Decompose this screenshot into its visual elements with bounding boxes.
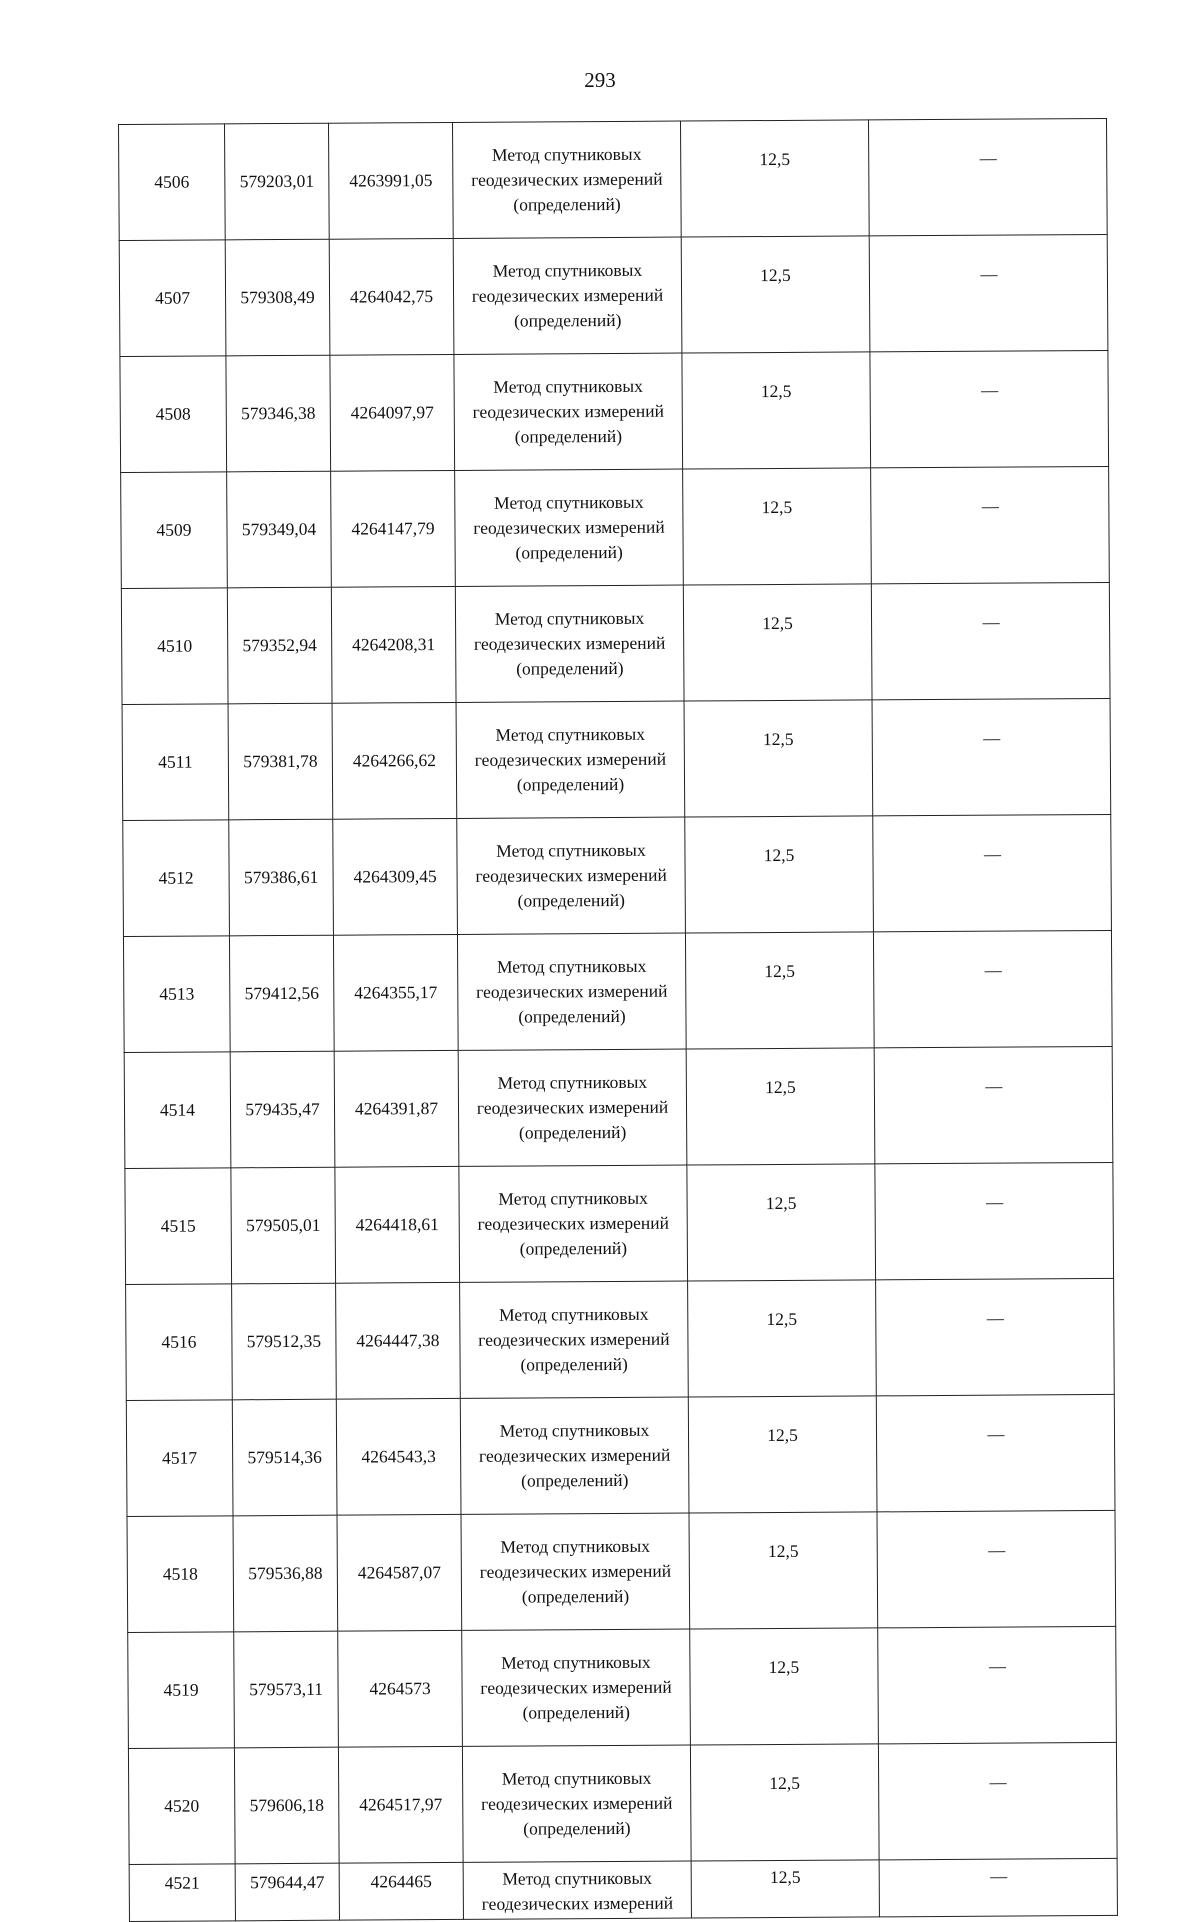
method-cell — [455, 469, 684, 586]
note-dash: — — [981, 380, 998, 400]
point-number-cell: 4519 — [128, 1632, 235, 1749]
method-text-line: (определений) — [513, 309, 622, 331]
table-row — [119, 118, 1108, 240]
method-cell — [461, 1513, 690, 1630]
method-text-line: (определений) — [518, 1121, 627, 1143]
y-coordinate-cell: 4264097,97 — [330, 354, 455, 471]
method-text-line: (определений) — [517, 889, 625, 911]
table-row — [122, 698, 1111, 820]
x-coordinate-cell: 579644,47 — [235, 1863, 339, 1921]
accuracy-cell: 12,5 — [683, 468, 872, 585]
page-number: 293 — [584, 68, 616, 92]
method-text-line: Метод спутниковых — [502, 1867, 653, 1889]
point-number-cell: 4507 — [119, 240, 226, 357]
point-number-cell: 4514 — [124, 1052, 231, 1169]
method-text-line: геодезических измерений — [480, 1676, 672, 1698]
method-cell — [457, 933, 686, 1050]
method-cell — [454, 353, 683, 470]
note-cell — [878, 1742, 1117, 1859]
x-coordinate-cell: 579512,35 — [232, 1283, 337, 1400]
method-text-line: (определений) — [515, 541, 623, 563]
y-coordinate-cell: 4264465 — [339, 1862, 463, 1920]
x-coordinate-cell: 579505,01 — [231, 1167, 336, 1284]
note-cell — [870, 350, 1109, 467]
table-row — [128, 1742, 1117, 1864]
method-text-line: геодезических измерений — [473, 516, 665, 538]
method-cell — [462, 1745, 691, 1862]
method-text-line: геодезических измерений — [473, 632, 666, 654]
method-text-line: Метод спутниковых — [501, 1651, 651, 1673]
y-coordinate-cell: 4264587,07 — [337, 1514, 462, 1631]
y-coordinate-cell: 4264447,38 — [336, 1282, 461, 1399]
method-cell — [457, 817, 686, 934]
x-coordinate-cell: 579606,18 — [234, 1747, 339, 1864]
point-number-cell: 4511 — [122, 704, 229, 821]
x-coordinate-cell: 579435,47 — [230, 1051, 335, 1168]
method-text-line: (определений) — [522, 1701, 630, 1723]
note-cell — [875, 1162, 1114, 1279]
note-dash: — — [983, 728, 1000, 748]
note-cell — [877, 1510, 1116, 1627]
y-coordinate-cell: 4264309,45 — [333, 818, 458, 935]
note-cell — [873, 814, 1112, 931]
method-text-line: (определений) — [521, 1469, 629, 1491]
table-row — [126, 1394, 1115, 1516]
y-coordinate-cell: 4264391,87 — [334, 1050, 459, 1167]
method-text-line: геодезических измерений — [472, 400, 665, 422]
x-coordinate-cell: 579573,11 — [234, 1631, 339, 1748]
method-cell — [456, 701, 685, 818]
y-coordinate-cell: 4264266,62 — [332, 702, 457, 819]
y-coordinate-cell: 4264042,75 — [329, 238, 454, 355]
note-dash: — — [989, 1772, 1006, 1792]
x-coordinate-cell: 579386,61 — [229, 819, 334, 936]
note-dash: — — [982, 612, 999, 632]
y-coordinate-cell: 4264208,31 — [331, 586, 456, 703]
method-cell — [460, 1397, 689, 1514]
x-coordinate-cell: 579352,94 — [227, 587, 332, 704]
table-row — [119, 234, 1108, 356]
method-text-line: (определений) — [516, 773, 625, 795]
note-dash: — — [987, 1424, 1004, 1444]
note-dash: — — [985, 1076, 1002, 1096]
accuracy-cell: 12,5 — [682, 352, 871, 469]
note-cell — [873, 930, 1112, 1047]
accuracy-cell: 12,5 — [688, 1396, 877, 1513]
note-cell — [876, 1278, 1115, 1395]
y-coordinate-cell: 4264517,97 — [338, 1746, 463, 1863]
accuracy-cell: 12,5 — [686, 1048, 875, 1165]
accuracy-cell: 12,5 — [685, 932, 874, 1049]
table-row — [121, 582, 1110, 704]
x-coordinate-cell: 579381,78 — [228, 703, 333, 820]
method-text-line: геодезических измерений — [471, 168, 663, 190]
point-number-cell: 4512 — [123, 820, 230, 937]
note-dash: — — [981, 496, 998, 516]
note-cell — [874, 1046, 1113, 1163]
method-text-line: Метод спутниковых — [498, 1187, 648, 1209]
accuracy-cell: 12,5 — [690, 1628, 879, 1745]
point-number-cell: 4517 — [126, 1400, 233, 1517]
note-dash: — — [980, 264, 997, 284]
note-cell — [869, 234, 1108, 351]
method-text-line: геодезических измерений — [479, 1560, 672, 1582]
method-text-line: Метод спутниковых — [496, 839, 646, 861]
accuracy-cell: 12,5 — [684, 700, 873, 817]
y-coordinate-cell: 4263991,05 — [328, 122, 453, 239]
note-cell — [871, 582, 1110, 699]
method-text-line: геодезических измерений — [476, 1096, 669, 1118]
method-text-line: Метод спутниковых — [493, 375, 643, 397]
method-text-line: (определений) — [514, 425, 623, 447]
accuracy-cell: 12,5 — [680, 120, 869, 237]
method-text-line: геодезических измерений — [474, 748, 667, 770]
point-number-cell: 4508 — [120, 356, 227, 473]
x-coordinate-cell: 579308,49 — [225, 239, 330, 356]
point-number-cell: 4513 — [123, 936, 230, 1053]
accuracy-cell: 12,5 — [690, 1744, 879, 1861]
method-text-line: геодезических измерений — [478, 1328, 670, 1350]
method-cell — [459, 1165, 688, 1282]
method-text-line: Метод спутниковых — [499, 1419, 650, 1441]
accuracy-cell: 12,5 — [683, 584, 872, 701]
method-text-line: Метод спутниковых — [499, 1303, 649, 1325]
table-row — [125, 1162, 1114, 1284]
y-coordinate-cell: 4264355,17 — [333, 934, 458, 1051]
note-dash: — — [990, 1866, 1007, 1886]
method-text-line: Метод спутниковых — [491, 143, 642, 165]
table-row — [123, 814, 1112, 936]
method-text-line: Метод спутниковых — [497, 1071, 648, 1093]
note-cell — [878, 1626, 1117, 1743]
method-cell — [453, 237, 682, 354]
note-dash: — — [983, 844, 1001, 864]
method-text-line: (определений) — [519, 1237, 628, 1259]
method-text-line: Метод спутниковых — [501, 1767, 652, 1789]
table-row — [123, 930, 1112, 1052]
method-text-line: (определений) — [513, 193, 621, 215]
point-number-cell: 4506 — [119, 124, 226, 241]
method-cell — [463, 1861, 691, 1919]
note-cell — [868, 118, 1107, 235]
method-text-line: Метод спутниковых — [496, 955, 647, 977]
accuracy-cell: 12,5 — [687, 1164, 876, 1281]
method-text-line: Метод спутниковых — [494, 607, 645, 629]
method-text-line: (определений) — [520, 1353, 628, 1375]
method-text-line: (определений) — [521, 1585, 630, 1607]
accuracy-cell: 12,5 — [685, 816, 874, 933]
x-coordinate-cell: 579412,56 — [229, 935, 334, 1052]
x-coordinate-cell: 579349,04 — [227, 471, 332, 588]
table-body — [119, 118, 1118, 1921]
table-row — [127, 1510, 1116, 1632]
method-cell — [460, 1281, 689, 1398]
accuracy-cell: 12,5 — [681, 236, 870, 353]
method-cell — [462, 1629, 691, 1746]
method-text-line: геодезических измерений — [481, 1792, 673, 1814]
method-text-line: геодезических измерений — [471, 284, 664, 306]
point-number-cell: 4520 — [128, 1748, 235, 1865]
note-cell — [876, 1394, 1115, 1511]
table-row — [120, 350, 1109, 472]
method-text-line: (определений) — [518, 1005, 626, 1027]
method-text-line: (определений) — [523, 1817, 631, 1839]
method-text-line: геодезических измерений — [475, 864, 667, 886]
method-cell — [455, 585, 684, 702]
point-number-cell: 4515 — [125, 1168, 232, 1285]
note-dash: — — [984, 960, 1001, 980]
method-text-line: геодезических измерений — [481, 1892, 674, 1914]
table-row — [128, 1626, 1117, 1748]
accuracy-cell: 12,5 — [691, 1860, 879, 1918]
method-cell — [458, 1049, 687, 1166]
method-text-line: Метод спутниковых — [492, 259, 643, 281]
method-text-line: геодезических измерений — [478, 1444, 671, 1466]
table-row — [129, 1858, 1117, 1921]
table-row — [126, 1278, 1115, 1400]
point-number-cell: 4516 — [126, 1284, 233, 1401]
method-text-line: Метод спутниковых — [495, 723, 646, 745]
note-dash: — — [986, 1192, 1003, 1212]
y-coordinate-cell: 4264543,3 — [336, 1398, 461, 1515]
method-text-line: Метод спутниковых — [500, 1535, 650, 1557]
method-text-line: геодезических измерений — [477, 1212, 669, 1234]
method-text-line: геодезических измерений — [476, 980, 668, 1002]
x-coordinate-cell: 579514,36 — [232, 1399, 337, 1516]
note-cell — [879, 1858, 1117, 1916]
accuracy-cell: 12,5 — [688, 1280, 877, 1397]
note-cell — [872, 698, 1111, 815]
y-coordinate-cell: 4264147,79 — [331, 470, 456, 587]
x-coordinate-cell: 579203,01 — [225, 123, 330, 240]
table-row — [121, 466, 1110, 588]
y-coordinate-cell: 4264418,61 — [335, 1166, 460, 1283]
note-dash: — — [988, 1540, 1005, 1560]
point-number-cell: 4518 — [127, 1516, 234, 1633]
note-dash: — — [979, 148, 996, 168]
note-dash: — — [986, 1308, 1003, 1328]
method-text-line: Метод спутниковых — [494, 491, 644, 513]
point-number-cell: 4510 — [121, 588, 228, 705]
point-number-cell: 4509 — [121, 472, 228, 589]
table-row — [124, 1046, 1113, 1168]
accuracy-cell: 12,5 — [689, 1512, 878, 1629]
x-coordinate-cell: 579536,88 — [233, 1515, 338, 1632]
x-coordinate-cell: 579346,38 — [226, 355, 331, 472]
y-coordinate-cell: 4264573 — [338, 1630, 463, 1747]
note-dash: — — [988, 1656, 1005, 1676]
coordinates-table — [118, 118, 1118, 1922]
point-number-cell: 4521 — [129, 1864, 235, 1922]
method-text-line: (определений) — [516, 657, 624, 679]
note-cell — [871, 466, 1110, 583]
method-cell — [452, 121, 681, 238]
